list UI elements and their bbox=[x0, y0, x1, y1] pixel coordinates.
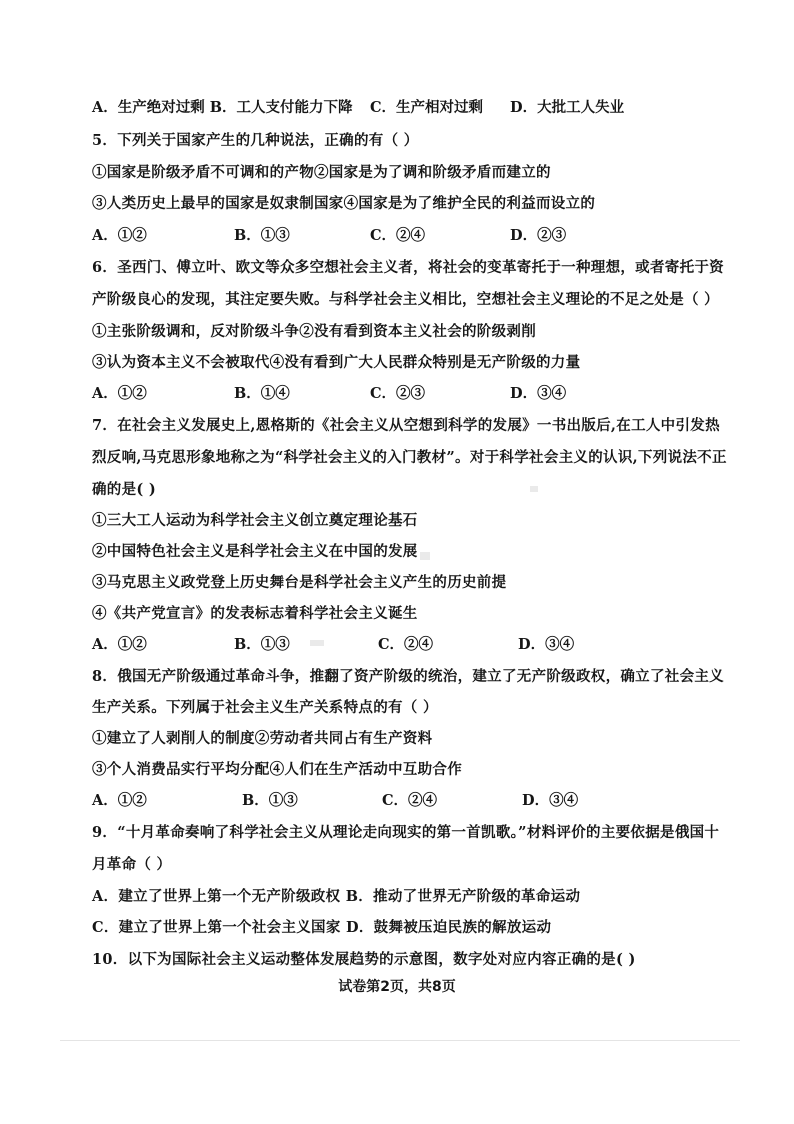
q7-option-d: D．③④ bbox=[518, 636, 575, 653]
q9-stem-line-1: 9．“十月革命奏响了科学社会主义从理论走向现实的第一首凯歌。”材料评价的主要依据是俄国十 bbox=[92, 824, 720, 841]
q5-options bbox=[92, 226, 712, 246]
q4-option-d: D．大批工人失业 bbox=[510, 99, 625, 116]
q5-option-b: B．①③ bbox=[234, 227, 290, 244]
q6-option-b: B．①④ bbox=[234, 385, 290, 402]
scan-smudge bbox=[530, 486, 538, 492]
q8-option-d: D．③④ bbox=[522, 792, 579, 809]
q9-options-cd: C．建立了世界上第一个社会主义国家 D．鼓舞被压迫民族的解放运动 bbox=[92, 919, 552, 936]
q6-option-d: D．③④ bbox=[510, 385, 567, 402]
q7-option-a: A．①② bbox=[92, 636, 147, 653]
q8-stem-line-1: 8．俄国无产阶级通过革命斗争，推翻了资产阶级的统治，建立了无产阶级政权，确立了社会主义 bbox=[92, 668, 724, 685]
q8-option-a: A．①② bbox=[92, 792, 147, 809]
q4-option-c: C．生产相对过剩 bbox=[370, 99, 484, 116]
q5-option-c: C．②④ bbox=[370, 227, 426, 244]
q6-option-a: A．①② bbox=[92, 385, 147, 402]
scan-edge-line bbox=[60, 1040, 740, 1041]
q8-option-b: B．①③ bbox=[242, 792, 298, 809]
q5-statement-1-2: ①国家是阶级矛盾不可调和的产物②国家是为了调和阶级矛盾而建立的 bbox=[92, 164, 551, 181]
q7-statement-4: ④《共产党宣言》的发表标志着科学社会主义诞生 bbox=[92, 605, 418, 622]
q6-options bbox=[92, 384, 712, 404]
q7-option-c: C．②④ bbox=[378, 636, 434, 653]
q8-stem-line-2: 生产关系。下列属于社会主义生产关系特点的有（ ） bbox=[92, 699, 438, 716]
q8-statement-1-2: ①建立了人剥削人的制度②劳动者共同占有生产资料 bbox=[92, 730, 433, 747]
q8-option-c: C．②④ bbox=[382, 792, 438, 809]
q6-stem-line-2: 产阶级良心的发现，其注定要失败。与科学社会主义相比，空想社会主义理论的不足之处是（ ） bbox=[92, 291, 719, 308]
q7-stem-line-3: 确的是( ) bbox=[92, 481, 157, 498]
q7-statement-2: ②中国特色社会主义是科学社会主义在中国的发展 bbox=[92, 543, 418, 560]
q5-stem: 5．下列关于国家产生的几种说法，正确的有（ ） bbox=[92, 132, 419, 149]
scan-smudge bbox=[420, 552, 430, 560]
q5-option-a: A．①② bbox=[92, 227, 147, 244]
q6-statement-3-4: ③认为资本主义不会被取代④没有看到广大人民群众特别是无产阶级的力量 bbox=[92, 354, 581, 371]
q5-statement-3-4: ③人类历史上最早的国家是奴隶制国家④国家是为了维护全民的利益而设立的 bbox=[92, 195, 596, 212]
q9-stem-line-2: 月革命（ ） bbox=[92, 856, 172, 873]
q7-statement-3: ③马克思主义政党登上历史舞台是科学社会主义产生的历史前提 bbox=[92, 574, 507, 591]
q5-option-d: D．②③ bbox=[510, 227, 567, 244]
q6-option-c: C．②③ bbox=[370, 385, 426, 402]
q7-statement-1: ①三大工人运动为科学社会主义创立奠定理论基石 bbox=[92, 512, 418, 529]
q10-stem: 10．以下为国际社会主义运动整体发展趋势的示意图，数字处对应内容正确的是( ) bbox=[92, 951, 636, 968]
scan-smudge bbox=[310, 640, 324, 646]
q6-stem-line-1: 6．圣西门、傅立叶、欧文等众多空想社会主义者，将社会的变革寄托于一种理想，或者寄托于资 bbox=[92, 259, 724, 276]
q7-option-b: B．①③ bbox=[234, 636, 290, 653]
q6-statement-1-2: ①主张阶级调和，反对阶级斗争②没有看到资本主义社会的阶级剥削 bbox=[92, 323, 536, 340]
q4-options bbox=[92, 98, 712, 118]
q7-stem-line-1: 7．在社会主义发展史上,恩格斯的《社会主义从空想到科学的发展》一书出版后,在工人中引发热 bbox=[92, 417, 720, 434]
q8-options bbox=[92, 791, 712, 811]
q7-options bbox=[92, 635, 712, 655]
q4-option-ab: A．生产绝对过剩 B．工人支付能力下降 bbox=[92, 99, 353, 116]
q9-options-ab: A．建立了世界上第一个无产阶级政权 B．推动了世界无产阶级的革命运动 bbox=[92, 888, 581, 905]
q8-statement-3-4: ③个人消费品实行平均分配④人们在生产活动中互助合作 bbox=[92, 761, 462, 778]
q7-stem-line-2: 烈反响,马克思形象地称之为“科学社会主义的入门教材”。对于科学社会主义的认识,下列说法不正 bbox=[92, 449, 727, 466]
page-footer: 试卷第2页，共8页 bbox=[338, 979, 456, 995]
